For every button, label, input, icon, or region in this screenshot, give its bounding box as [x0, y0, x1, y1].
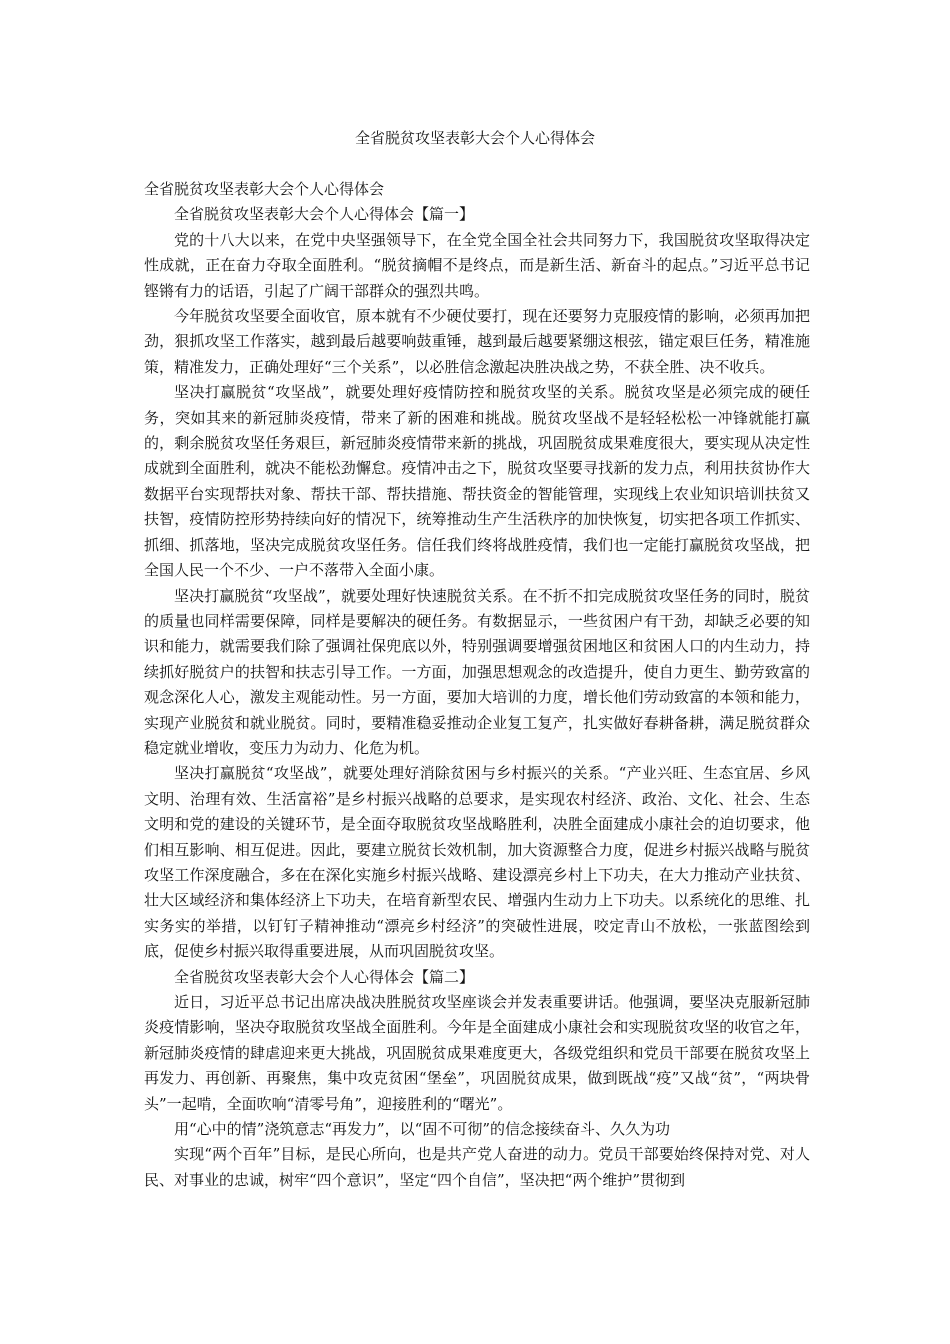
paragraph: 实现“两个百年”目标，是民心所向，也是共产党人奋进的动力。党员干部要始终保持对党、对人民、对事业的忠诚，树牢“四个意识”，坚定“四个自信”，坚决把“两个维护”贯彻到: [144, 1145, 810, 1189]
paragraph: 党的十八大以来，在党中央坚强领导下，在全党全国全社会共同努力下，我国脱贫攻坚取得决定性成就，正在奋力夺取全面胜利。“脱贫摘帽不是终点，而是新生活、新奋斗的起点。”习近平总书记铿锵有力的话语，引起了广阔干部群众的强烈共鸣。: [144, 230, 810, 300]
section-heading-2: 全省脱贫攻坚表彰大会个人心得体会【篇二】: [174, 967, 475, 986]
paragraph: 坚决打赢脱贫“攻坚战”，就要处理好快速脱贫关系。在不折不扣完成脱贫攻坚任务的同时，脱贫的质量也同样需要保障，同样是要解决的硬任务。有数据显示，一些贫困户有干劲，却缺乏必要的知识和能力，就需要我们除了强调社保兜底以外，特别强调要增强贫困地区和贫困人口的内生动力，持续抓好脱贫户的扶智和扶志引导工作。一方面，加强思想观念的改造提升，使自力更生、勤劳致富的观念深化人心，激发主观能动性。另一方面，要加大培训的力度，增长他们劳动致富的本领和能力，实现产业脱贫和就业脱贫。同时，要精准稳妥推动企业复工复产，扎实做好春耕备耕，满足脱贫群众稳定就业增收，变压力为动力、化危为机。: [144, 586, 810, 757]
paragraph: 近日，习近平总书记出席决战决胜脱贫攻坚座谈会并发表重要讲话。他强调，要坚决克服新冠肺炎疫情影响，坚决夺取脱贫攻坚战全面胜利。今年是全面建成小康社会和实现脱贫攻坚的收官之年，新冠肺炎疫情的肆虐迎来更大挑战，巩固脱贫成果难度更大，各级党组织和党员干部要在脱贫攻坚上再发力、再创新、再聚焦，集中攻克贫困“堡垒”，巩固脱贫成果，做到既战“疫”又战“贫”，“两块骨头”一起啃，全面吹响“清零号角”，迎接胜利的“曙光”。: [144, 993, 810, 1113]
document-subtitle: 全省脱贫攻坚表彰大会个人心得体会: [144, 180, 385, 198]
paragraph: 坚决打赢脱贫“攻坚战”，就要处理好疫情防控和脱贫攻坚的关系。脱贫攻坚是必须完成的硬任务，突如其来的新冠肺炎疫情，带来了新的困难和挑战。脱贫攻坚战不是轻轻松松一冲锋就能打赢的，剩余脱贫攻坚任务艰巨，新冠肺炎疫情带来新的挑战，巩固脱贫成果难度很大，要实现从决定性成就到全面胜利，就决不能松劲懈怠。疫情冲击之下，脱贫攻坚要寻找新的发力点，利用扶贫协作大数据平台实现帮扶对象、帮扶干部、帮扶措施、帮扶资金的智能管理，实现线上农业知识培训扶贫又扶智，疫情防控形势持续向好的情况下，统筹推动生产生活秩序的加快恢复，切实把各项工作抓实、抓细、抓落地，坚决完成脱贫攻坚任务。信任我们终将战胜疫情，我们也一定能打赢脱贫攻坚战，把全国人民一个不少、一户不落带入全面小康。: [144, 383, 810, 580]
paragraph: 用“心中的情”浇筑意志“再发力”，以“固不可彻”的信念接续奋斗、久久为功: [174, 1120, 671, 1139]
document-body: [144, 177, 810, 1193]
paragraph: 今年脱贫攻坚要全面收官，原本就有不少硬仗要打，现在还要努力克服疫情的影响，必须再加把劲，狠抓攻坚工作落实，越到最后越要响鼓重锤，越到最后越要紧绷这根弦，锚定艰巨任务，精准施策，精准发力，正确处理好“三个关系”，以必胜信念激起决胜决战之势，不获全胜、决不收兵。: [144, 307, 810, 376]
section-heading-1: 全省脱贫攻坚表彰大会个人心得体会【篇一】: [174, 205, 475, 224]
paragraph: 坚决打赢脱贫“攻坚战”，就要处理好消除贫困与乡村振兴的关系。“产业兴旺、生态宜居、乡风文明、治理有效、生活富裕”是乡村振兴战略的总要求，是实现农村经济、政治、文化、社会、生态文明和党的建设的关键环节，是全面夺取脱贫攻坚战略胜利，决胜全面建成小康社会的迫切要求，他们相互影响、相互促进。因此，要建立脱贫长效机制，加大资源整合力度，促进乡村振兴战略与脱贫攻坚工作深度融合，多在在深化实施乡村振兴战略、建设漂亮乡村上下功夫，在大力推动产业扶贫、壮大区域经济和集体经济上下功夫，在培育新型农民、增强内生动力上下功夫。以系统化的思维、扎实务实的举措，以钉钉子精神推动“漂亮乡村经济”的突破性进展，咬定青山不放松，一张蓝图绘到底，促使乡村振兴取得重要进展，从而巩固脱贫攻坚。: [144, 764, 810, 961]
page-title: 全省脱贫攻坚表彰大会个人心得体会: [354, 129, 595, 147]
